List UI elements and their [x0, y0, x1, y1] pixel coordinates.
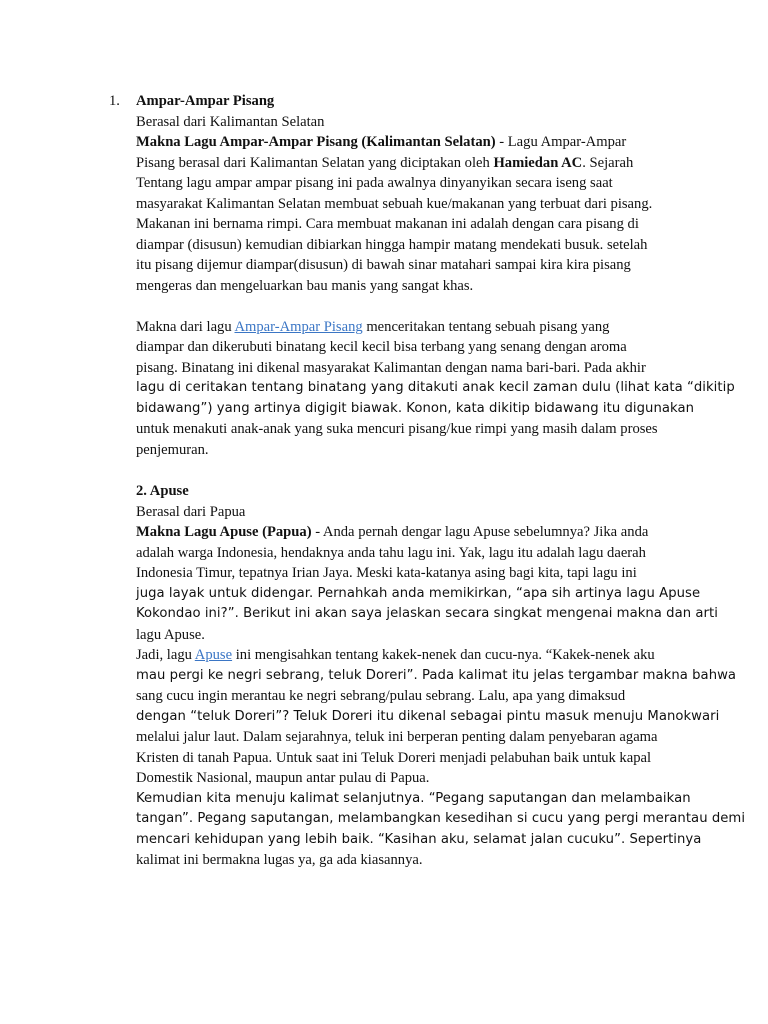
- paragraph3-line-3: mencari kehidupan yang lebih baik. “Kasihan aku, selamat jalan cucuku”. Sepertinya: [136, 831, 702, 847]
- paragraph2-line-1: [136, 317, 684, 338]
- meaning-line-7: itu pisang dijemur diampar(disusun) di bawah sinar matahari sampai kira kira pisang: [136, 257, 631, 273]
- paragraph3-line-4: kalimat ini bermakna lugas ya, ga ada kiasannya.: [136, 852, 423, 868]
- meaning-line-5: Kokondao ini?”. Berikut ini akan saya jelaskan secara singkat mengenai makna dan arti: [136, 606, 718, 621]
- meaning-line-6: diampar (disusun) kemudian dibiarkan hingga hampir matang mendekati busuk. setelah: [136, 236, 648, 253]
- song-title-text: 2. Apuse: [136, 483, 189, 499]
- paragraph2-line-7: penjemuran.: [136, 441, 209, 458]
- paragraph2-line-3: sang cucu ingin merantau ke negri sebrang/pulau sebrang. Lalu, apa yang dimaksud: [136, 688, 626, 704]
- meaning-heading: Makna Lagu Ampar-Ampar Pisang (Kalimantan Selatan): [136, 134, 496, 150]
- meaning-line-3: Tentang lagu ampar ampar pisang ini pada awalnya dinyanyikan secara iseng saat: [136, 175, 613, 191]
- song-link-apuse[interactable]: Apuse: [194, 647, 233, 663]
- paragraph2-line-4: lagu di ceritakan tentang binatang yang ditakuti anak kecil zaman dulu (lihat kata “dikitip: [136, 380, 735, 395]
- song-title: [136, 481, 684, 502]
- spacer: [136, 296, 684, 317]
- paragraph2-line-1: [136, 645, 684, 666]
- paragraph-text: ini mengisahkan tentang kakek-nenek dan cucu-nya. “Kakek-nenek aku: [232, 647, 655, 663]
- author-name: Hamiedan AC: [493, 154, 583, 171]
- paragraph2-line-2: diampar dan dikerubuti binatang kecil kecil bisa terbang yang senang dengan aroma: [136, 339, 627, 355]
- paragraph2-line-6: Kristen di tanah Papua. Untuk saat ini Teluk Doreri menjadi pelabuhan baik untuk kapal: [136, 749, 652, 766]
- paragraph-text: Jadi, lagu: [136, 647, 195, 663]
- song-origin: Berasal dari Kalimantan Selatan: [136, 113, 325, 130]
- meaning-text: . Sejarah: [582, 154, 634, 171]
- meaning-line-2: [136, 153, 684, 174]
- song-link-ampar-ampar-pisang[interactable]: Ampar-Ampar Pisang: [234, 318, 363, 335]
- paragraph3-line-1: Kemudian kita menuju kalimat selanjutnya. “Pegang saputangan dan melambaikan: [136, 790, 691, 806]
- paragraph2-line-6: untuk menakuti anak-anak yang suka mencuri pisang/kue rimpi yang masih dalam proses: [136, 421, 658, 437]
- meaning-line-1: [136, 522, 684, 543]
- paragraph2-line-5: bidawang”) yang artinya digigit biawak. Konon, kata dikitip bidawang itu digunakan: [136, 400, 694, 416]
- meaning-text: - Anda pernah dengar lagu Apuse sebelumnya? Jika anda: [311, 524, 649, 540]
- paragraph2-line-3: pisang. Binatang ini dikenal masyarakat Kalimantan dengan nama bari-bari. Pada akhir: [136, 359, 646, 376]
- meaning-line-8: mengeras dan mengeluarkan bau manis yang sangat khas.: [136, 277, 474, 294]
- paragraph2-line-2: mau pergi ke negri sebrang, teluk Doreri”. Pada kalimat itu jelas tergambar makna bahwa: [136, 667, 737, 683]
- paragraph2-line-7: Domestik Nasional, maupun antar pulau di Papua.: [136, 770, 430, 786]
- meaning-line-5: Makanan ini bernama rimpi. Cara membuat makanan ini adalah dengan cara pisang di: [136, 216, 639, 232]
- meaning-line-6: lagu Apuse.: [136, 626, 205, 643]
- meaning-line-4: masyarakat Kalimantan Selatan membuat sebuah kue/makanan yang terbuat dari pisang.: [136, 195, 653, 212]
- meaning-text: - Lagu Ampar-Ampar: [495, 134, 627, 150]
- song-origin: Berasal dari Papua: [136, 503, 246, 520]
- meaning-line-3: Indonesia Timur, tepatnya Irian Jaya. Meski kata-katanya asing bagi kita, tapi lagu ini: [136, 565, 637, 581]
- paragraph-text: Makna dari lagu: [136, 318, 235, 335]
- meaning-heading: Makna Lagu Apuse (Papua): [136, 524, 312, 540]
- paragraph-text: menceritakan tentang sebuah pisang yang: [362, 318, 610, 335]
- paragraph2-line-4: dengan “teluk Doreri”? Teluk Doreri itu dikenal sebagai pintu masuk menuju Manokwari: [136, 708, 720, 724]
- meaning-text: Pisang berasal dari Kalimantan Selatan yang diciptakan oleh: [136, 154, 494, 171]
- paragraph2-line-5: melalui jalur laut. Dalam sejarahnya, teluk ini berperan penting dalam penyebaran agama: [136, 729, 658, 745]
- song-title-text: Ampar-Ampar Pisang: [136, 93, 275, 109]
- meaning-line-1: [136, 132, 684, 153]
- section-ampar-ampar-pisang: [109, 91, 735, 460]
- meaning-line-2: adalah warga Indonesia, hendaknya anda tahu lagu ini. Yak, lagu itu adalah lagu daerah: [136, 544, 646, 561]
- list-number: 1.: [109, 93, 120, 109]
- section-apuse: [136, 481, 746, 871]
- meaning-line-4: juga layak untuk didengar. Pernahkah anda memikirkan, “apa sih artinya lagu Apuse: [136, 585, 701, 601]
- paragraph3-line-2: tangan”. Pegang saputangan, melambangkan kesedihan si cucu yang pergi merantau demi: [136, 811, 746, 826]
- song-title: [136, 91, 684, 112]
